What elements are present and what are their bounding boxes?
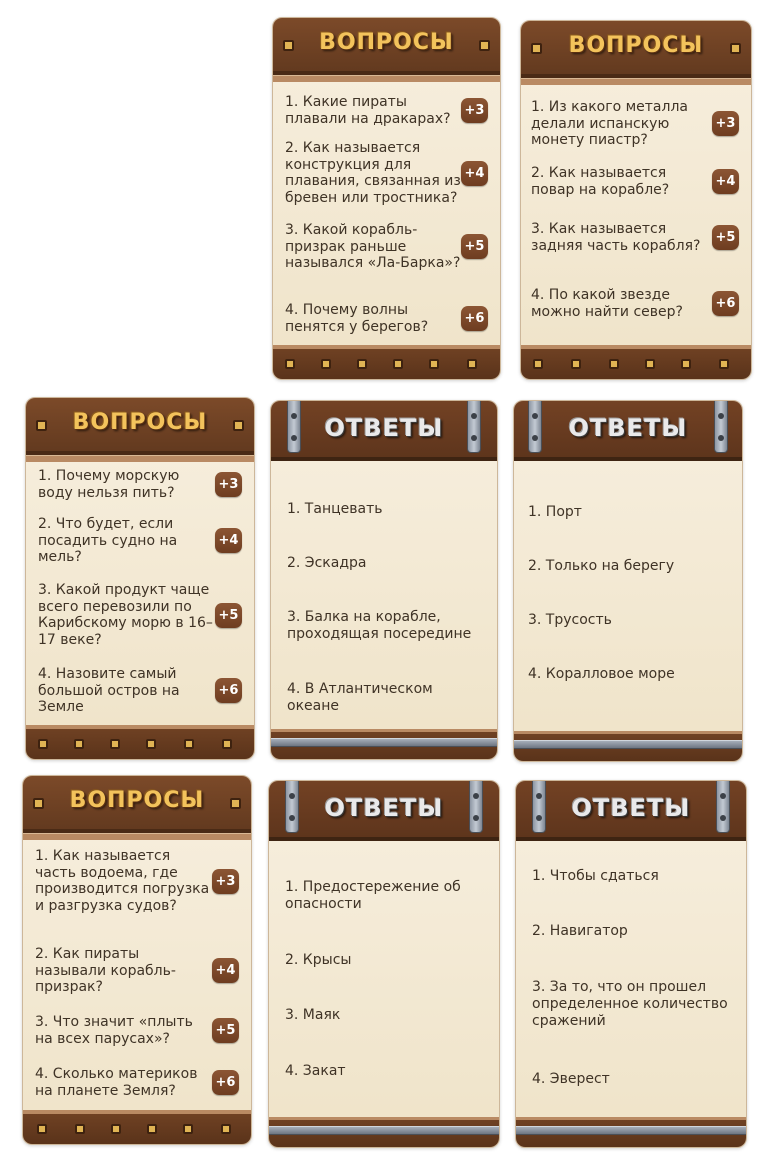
question-text: 3. Как называется задняя часть корабля? bbox=[531, 221, 701, 254]
rivet-icon bbox=[147, 1124, 157, 1134]
question-item bbox=[285, 94, 490, 127]
metal-plate bbox=[271, 738, 497, 747]
card-header bbox=[521, 21, 751, 79]
rivet-icon bbox=[36, 420, 47, 431]
answer-item: 4. Коралловое море bbox=[528, 666, 675, 682]
rivet-icon bbox=[283, 40, 294, 51]
card-header bbox=[514, 401, 742, 461]
answer-list bbox=[287, 461, 487, 719]
card-title: ОТВЕТЫ bbox=[324, 414, 444, 442]
rivet-icon bbox=[222, 739, 232, 749]
question-text: 3. Что значит «плыть на всех парусах»? bbox=[35, 1014, 193, 1047]
question-item bbox=[531, 287, 741, 320]
rivet-icon bbox=[321, 359, 331, 369]
rivet-icon bbox=[37, 1124, 47, 1134]
metal-strap-icon bbox=[714, 401, 728, 453]
rivet-icon bbox=[609, 359, 619, 369]
answer-item: 1. Порт bbox=[528, 504, 582, 520]
card-footer bbox=[514, 731, 742, 761]
answer-item: 1. Чтобы сдаться bbox=[532, 868, 659, 884]
question-item bbox=[38, 666, 244, 716]
card-header bbox=[271, 401, 497, 461]
question-card-4 bbox=[22, 775, 252, 1145]
rivet-icon bbox=[393, 359, 403, 369]
metal-strap-icon bbox=[716, 781, 730, 833]
rivet-icon bbox=[467, 359, 477, 369]
metal-strap-icon bbox=[469, 781, 483, 833]
rivet-icon bbox=[719, 359, 729, 369]
points-badge: +3 bbox=[215, 472, 242, 497]
answer-list bbox=[532, 841, 736, 1107]
card-title: ВОПРОСЫ bbox=[72, 410, 208, 435]
question-text: 1. Из какого металла делали испанскую монету пиастр? bbox=[531, 99, 688, 148]
card-title: ВОПРОСЫ bbox=[568, 33, 704, 58]
question-text: 3. Какой корабль-призрак раньше назывался «Ла-Барка»? bbox=[285, 222, 461, 271]
metal-plate bbox=[514, 740, 742, 749]
points-badge: +4 bbox=[712, 169, 739, 194]
metal-strap-icon bbox=[287, 401, 301, 453]
question-text: 4. По какой звезде можно найти север? bbox=[531, 287, 683, 320]
question-text: 1. Какие пираты плавали на дракарах? bbox=[285, 94, 451, 127]
answer-card-2 bbox=[513, 400, 743, 762]
question-item bbox=[285, 302, 490, 335]
rivet-icon bbox=[230, 798, 241, 809]
points-badge: +3 bbox=[212, 869, 239, 894]
question-text: 4. Почему волны пенятся у берегов? bbox=[285, 302, 429, 335]
points-badge: +5 bbox=[712, 225, 739, 250]
metal-plate bbox=[269, 1126, 499, 1135]
rivet-icon bbox=[38, 739, 48, 749]
rivet-icon bbox=[75, 1124, 85, 1134]
question-text: 1. Почему морскую воду нельзя пить? bbox=[38, 468, 180, 501]
points-badge: +5 bbox=[215, 603, 242, 628]
rivet-icon bbox=[74, 739, 84, 749]
points-badge: +3 bbox=[461, 98, 488, 123]
card-footer bbox=[26, 725, 254, 759]
answer-item: 3. Маяк bbox=[285, 1007, 341, 1023]
question-text: 2. Как называется повар на корабле? bbox=[531, 165, 670, 198]
rivet-icon bbox=[146, 739, 156, 749]
card-title: ОТВЕТЫ bbox=[324, 794, 444, 822]
question-item bbox=[35, 946, 241, 996]
rivet-icon bbox=[357, 359, 367, 369]
answer-item: 4. В Атлантическом океане bbox=[287, 681, 433, 714]
question-text: 3. Какой продукт чаще всего перевозили по Карибскому морю в 16–17 веке? bbox=[38, 582, 213, 648]
card-header bbox=[516, 781, 746, 841]
card-footer bbox=[273, 345, 500, 379]
rivet-icon bbox=[33, 798, 44, 809]
answer-item: 3. Трусость bbox=[528, 612, 612, 628]
question-item bbox=[35, 848, 241, 914]
question-item bbox=[35, 1014, 241, 1047]
rivet-icon bbox=[533, 359, 543, 369]
question-list bbox=[285, 90, 490, 333]
answer-item: 2. Эскадра bbox=[287, 555, 367, 571]
question-item bbox=[285, 222, 490, 272]
answer-list bbox=[285, 841, 489, 1107]
rivet-icon bbox=[681, 359, 691, 369]
card-footer bbox=[521, 345, 751, 379]
points-badge: +6 bbox=[461, 306, 488, 331]
question-text: 4. Назовите самый большой остров на Земле bbox=[38, 666, 180, 715]
rivet-icon bbox=[233, 420, 244, 431]
question-item bbox=[38, 468, 244, 501]
question-item bbox=[38, 582, 244, 648]
rivet-icon bbox=[221, 1124, 231, 1134]
rivet-icon bbox=[285, 359, 295, 369]
answer-item: 3. За то, что он прошел определенное количество сражений bbox=[532, 979, 728, 1029]
rivet-icon bbox=[730, 43, 741, 54]
question-item bbox=[285, 140, 490, 206]
answer-item: 2. Крысы bbox=[285, 952, 352, 968]
answer-list bbox=[528, 461, 732, 721]
card-header bbox=[273, 18, 500, 76]
question-item bbox=[35, 1066, 241, 1099]
question-item bbox=[531, 221, 741, 254]
answer-card-4 bbox=[515, 780, 747, 1148]
points-badge: +3 bbox=[712, 111, 739, 136]
answer-item: 2. Только на берегу bbox=[528, 558, 675, 574]
answer-item: 1. Предостережение об опасности bbox=[285, 879, 461, 912]
answer-card-1 bbox=[270, 400, 498, 760]
card-header bbox=[23, 776, 251, 834]
answer-item: 1. Танцевать bbox=[287, 501, 383, 517]
points-badge: +6 bbox=[212, 1070, 239, 1095]
metal-strap-icon bbox=[467, 401, 481, 453]
points-badge: +5 bbox=[212, 1018, 239, 1043]
metal-plate bbox=[516, 1126, 746, 1135]
metal-strap-icon bbox=[528, 401, 542, 453]
answer-item: 3. Балка на корабле, проходящая посередине bbox=[287, 609, 472, 642]
rivet-icon bbox=[111, 1124, 121, 1134]
card-title: ВОПРОСЫ bbox=[319, 30, 454, 55]
answer-card-3 bbox=[268, 780, 500, 1148]
answer-item: 2. Навигатор bbox=[532, 923, 628, 939]
points-badge: +6 bbox=[712, 291, 739, 316]
points-badge: +5 bbox=[461, 234, 488, 259]
card-footer bbox=[23, 1110, 251, 1144]
rivet-icon bbox=[183, 1124, 193, 1134]
question-text: 2. Как пираты называли корабль-призрак? bbox=[35, 946, 176, 995]
points-badge: +6 bbox=[215, 678, 242, 703]
card-footer bbox=[269, 1117, 499, 1147]
question-text: 2. Как называется конструкция для плавания, связанная из бревен или тростника? bbox=[285, 140, 461, 206]
rivet-icon bbox=[571, 359, 581, 369]
rivet-icon bbox=[184, 739, 194, 749]
points-badge: +4 bbox=[215, 528, 242, 553]
question-text: 2. Что будет, если посадить судно на мель? bbox=[38, 516, 178, 565]
rivet-icon bbox=[479, 40, 490, 51]
question-list bbox=[35, 848, 241, 1098]
points-badge: +4 bbox=[461, 161, 488, 186]
question-card-2 bbox=[520, 20, 752, 380]
question-text: 4. Сколько материков на планете Земля? bbox=[35, 1066, 198, 1099]
question-card-3 bbox=[25, 397, 255, 760]
rivet-icon bbox=[531, 43, 542, 54]
question-item bbox=[531, 99, 741, 149]
metal-strap-icon bbox=[285, 781, 299, 833]
card-title: ОТВЕТЫ bbox=[568, 414, 688, 442]
rivet-icon bbox=[645, 359, 655, 369]
rivet-icon bbox=[429, 359, 439, 369]
metal-strap-icon bbox=[532, 781, 546, 833]
card-footer bbox=[271, 729, 497, 759]
question-item bbox=[38, 516, 244, 566]
answer-item: 4. Эверест bbox=[532, 1071, 610, 1087]
question-text: 1. Как называется часть водоема, где производится погрузка и разгрузка судов? bbox=[35, 848, 210, 914]
question-list bbox=[38, 470, 244, 713]
card-title: ОТВЕТЫ bbox=[571, 794, 691, 822]
question-item bbox=[531, 165, 741, 198]
card-header bbox=[26, 398, 254, 456]
card-title: ВОПРОСЫ bbox=[69, 788, 205, 813]
card-header bbox=[269, 781, 499, 841]
rivet-icon bbox=[110, 739, 120, 749]
question-list bbox=[531, 93, 741, 333]
question-card-1 bbox=[272, 17, 501, 380]
points-badge: +4 bbox=[212, 958, 239, 983]
answer-item: 4. Закат bbox=[285, 1063, 346, 1079]
card-footer bbox=[516, 1117, 746, 1147]
